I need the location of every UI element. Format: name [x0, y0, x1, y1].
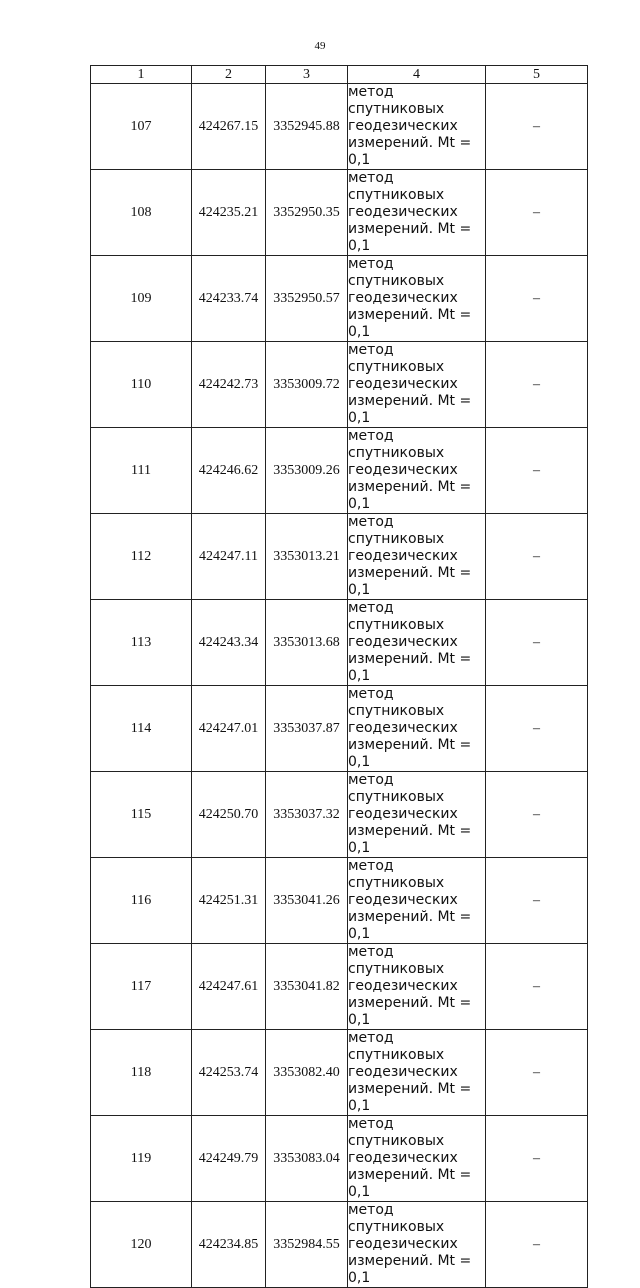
- method-text-line: измерений. Mt = 0,1: [348, 307, 472, 340]
- method-cell: [348, 858, 486, 944]
- method-text-line: измерений. Mt = 0,1: [348, 823, 472, 856]
- x-coordinate-cell: 424249.79: [192, 1116, 266, 1202]
- x-coordinate-cell: 424233.74: [192, 256, 266, 342]
- method-text-line: метод спутниковых: [348, 772, 445, 805]
- column-header-2: 2: [192, 66, 266, 84]
- table-row: [91, 84, 588, 170]
- x-coordinate-cell: 424234.85: [192, 1202, 266, 1288]
- y-coordinate-cell: 3353083.04: [266, 1116, 348, 1202]
- point-number-cell: 114: [91, 686, 192, 772]
- y-coordinate-cell: 3353082.40: [266, 1030, 348, 1116]
- method-text-line: метод спутниковых: [348, 84, 445, 117]
- y-coordinate-cell: 3352950.35: [266, 170, 348, 256]
- precision-cell: –: [486, 1202, 588, 1288]
- method-text-line: измерений. Mt = 0,1: [348, 737, 472, 770]
- method-text-line: измерений. Mt = 0,1: [348, 1253, 472, 1286]
- table-row: [91, 256, 588, 342]
- point-number-cell: 112: [91, 514, 192, 600]
- method-text-line: метод спутниковых: [348, 1030, 445, 1063]
- table-row: [91, 944, 588, 1030]
- method-text-line: измерений. Mt = 0,1: [348, 1167, 472, 1200]
- point-number-cell: 110: [91, 342, 192, 428]
- method-text-line: измерений. Mt = 0,1: [348, 565, 472, 598]
- precision-cell: –: [486, 686, 588, 772]
- method-cell: [348, 514, 486, 600]
- method-cell: [348, 1030, 486, 1116]
- method-text-line: геодезических: [348, 290, 458, 306]
- precision-cell: –: [486, 170, 588, 256]
- y-coordinate-cell: 3353013.21: [266, 514, 348, 600]
- page-number: 49: [314, 40, 326, 52]
- coordinates-table: [90, 65, 588, 1288]
- method-cell: [348, 1202, 486, 1288]
- table-row: [91, 1116, 588, 1202]
- precision-cell: –: [486, 858, 588, 944]
- x-coordinate-cell: 424246.62: [192, 428, 266, 514]
- precision-cell: –: [486, 944, 588, 1030]
- method-cell: [348, 428, 486, 514]
- point-number-cell: 119: [91, 1116, 192, 1202]
- column-header-4: 4: [348, 66, 486, 84]
- y-coordinate-cell: 3353041.82: [266, 944, 348, 1030]
- method-text-line: измерений. Mt = 0,1: [348, 393, 472, 426]
- table-body: [91, 84, 588, 1288]
- method-text-line: геодезических: [348, 1150, 458, 1166]
- method-text-line: геодезических: [348, 462, 458, 478]
- table-row: [91, 514, 588, 600]
- point-number-cell: 107: [91, 84, 192, 170]
- table-row: [91, 600, 588, 686]
- method-text-line: геодезических: [348, 892, 458, 908]
- precision-cell: –: [486, 772, 588, 858]
- x-coordinate-cell: 424247.61: [192, 944, 266, 1030]
- precision-cell: –: [486, 514, 588, 600]
- method-cell: [348, 170, 486, 256]
- precision-cell: –: [486, 342, 588, 428]
- y-coordinate-cell: 3353009.26: [266, 428, 348, 514]
- x-coordinate-cell: 424243.34: [192, 600, 266, 686]
- method-cell: [348, 256, 486, 342]
- point-number-cell: 117: [91, 944, 192, 1030]
- table-header-row: [91, 66, 588, 84]
- y-coordinate-cell: 3353013.68: [266, 600, 348, 686]
- method-cell: [348, 84, 486, 170]
- method-text-line: геодезических: [348, 806, 458, 822]
- y-coordinate-cell: 3353009.72: [266, 342, 348, 428]
- point-number-cell: 109: [91, 256, 192, 342]
- table-row: [91, 772, 588, 858]
- precision-cell: –: [486, 84, 588, 170]
- x-coordinate-cell: 424250.70: [192, 772, 266, 858]
- table-row: [91, 1030, 588, 1116]
- table-row: [91, 170, 588, 256]
- method-text-line: измерений. Mt = 0,1: [348, 651, 472, 684]
- method-text-line: измерений. Mt = 0,1: [348, 1081, 472, 1114]
- point-number-cell: 113: [91, 600, 192, 686]
- method-text-line: метод спутниковых: [348, 600, 445, 633]
- method-text-line: метод спутниковых: [348, 1116, 445, 1149]
- precision-cell: –: [486, 1116, 588, 1202]
- precision-cell: –: [486, 600, 588, 686]
- method-cell: [348, 1116, 486, 1202]
- method-cell: [348, 342, 486, 428]
- point-number-cell: 111: [91, 428, 192, 514]
- method-text-line: метод спутниковых: [348, 858, 445, 891]
- precision-cell: –: [486, 1030, 588, 1116]
- column-header-5: 5: [486, 66, 588, 84]
- table-row: [91, 858, 588, 944]
- method-text-line: измерений. Mt = 0,1: [348, 909, 472, 942]
- method-text-line: геодезических: [348, 118, 458, 134]
- precision-cell: –: [486, 428, 588, 514]
- method-cell: [348, 686, 486, 772]
- x-coordinate-cell: 424253.74: [192, 1030, 266, 1116]
- method-text-line: геодезических: [348, 720, 458, 736]
- method-text-line: измерений. Mt = 0,1: [348, 135, 472, 168]
- x-coordinate-cell: 424247.01: [192, 686, 266, 772]
- point-number-cell: 116: [91, 858, 192, 944]
- point-number-cell: 120: [91, 1202, 192, 1288]
- table-row: [91, 1202, 588, 1288]
- method-text-line: метод спутниковых: [348, 1202, 445, 1235]
- x-coordinate-cell: 424267.15: [192, 84, 266, 170]
- method-text-line: геодезических: [348, 978, 458, 994]
- x-coordinate-cell: 424247.11: [192, 514, 266, 600]
- x-coordinate-cell: 424242.73: [192, 342, 266, 428]
- method-cell: [348, 600, 486, 686]
- table-row: [91, 686, 588, 772]
- column-header-1: 1: [91, 66, 192, 84]
- method-text-line: измерений. Mt = 0,1: [348, 995, 472, 1028]
- y-coordinate-cell: 3352950.57: [266, 256, 348, 342]
- method-text-line: метод спутниковых: [348, 428, 445, 461]
- method-text-line: геодезических: [348, 634, 458, 650]
- method-text-line: геодезических: [348, 1064, 458, 1080]
- x-coordinate-cell: 424251.31: [192, 858, 266, 944]
- method-text-line: метод спутниковых: [348, 686, 445, 719]
- method-text-line: геодезических: [348, 548, 458, 564]
- method-cell: [348, 772, 486, 858]
- method-text-line: метод спутниковых: [348, 514, 445, 547]
- method-text-line: метод спутниковых: [348, 256, 445, 289]
- method-text-line: метод спутниковых: [348, 170, 445, 203]
- method-text-line: метод спутниковых: [348, 944, 445, 977]
- method-text-line: геодезических: [348, 1236, 458, 1252]
- method-text-line: измерений. Mt = 0,1: [348, 479, 472, 512]
- precision-cell: –: [486, 256, 588, 342]
- x-coordinate-cell: 424235.21: [192, 170, 266, 256]
- y-coordinate-cell: 3353037.87: [266, 686, 348, 772]
- y-coordinate-cell: 3353041.26: [266, 858, 348, 944]
- y-coordinate-cell: 3352984.55: [266, 1202, 348, 1288]
- y-coordinate-cell: 3353037.32: [266, 772, 348, 858]
- method-cell: [348, 944, 486, 1030]
- y-coordinate-cell: 3352945.88: [266, 84, 348, 170]
- table-row: [91, 428, 588, 514]
- method-text-line: геодезических: [348, 204, 458, 220]
- point-number-cell: 118: [91, 1030, 192, 1116]
- method-text-line: геодезических: [348, 376, 458, 392]
- method-text-line: измерений. Mt = 0,1: [348, 221, 472, 254]
- method-text-line: метод спутниковых: [348, 342, 445, 375]
- point-number-cell: 115: [91, 772, 192, 858]
- table-row: [91, 342, 588, 428]
- point-number-cell: 108: [91, 170, 192, 256]
- column-header-3: 3: [266, 66, 348, 84]
